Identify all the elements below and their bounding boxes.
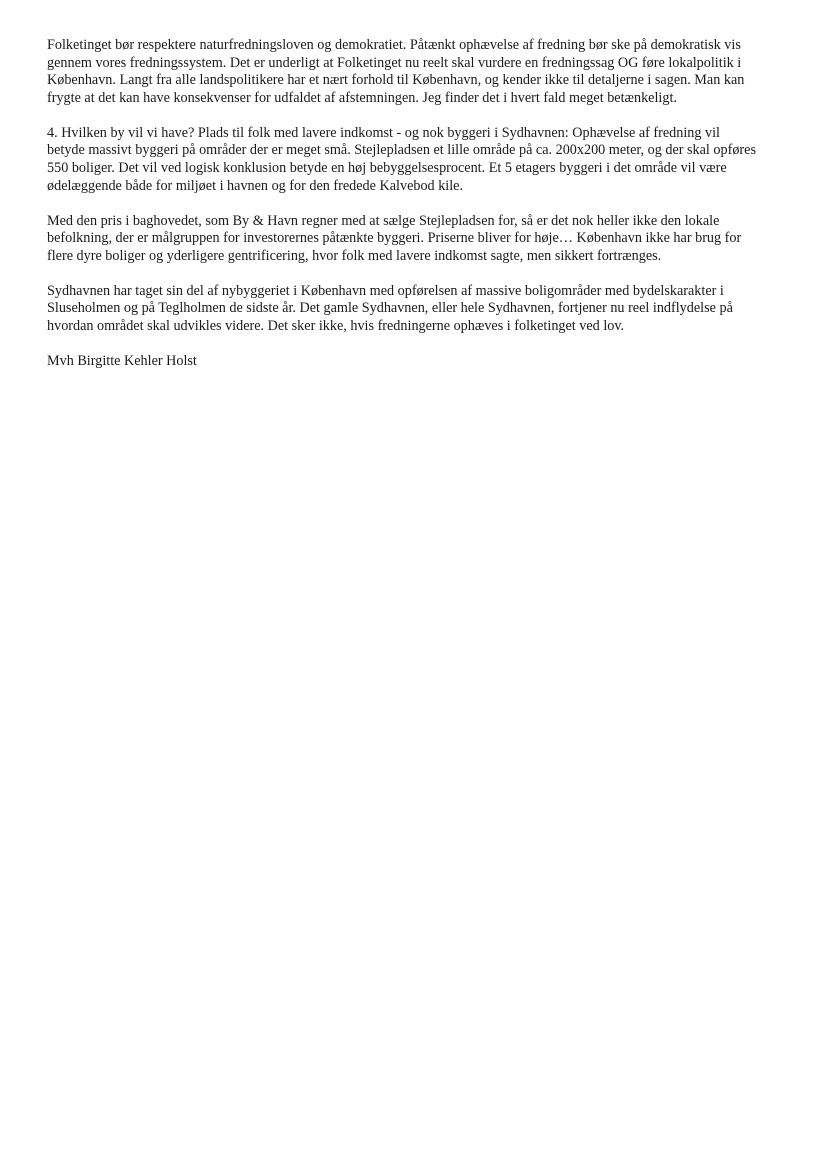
paragraph-line: Sydhavnen har taget sin del af nybyggeriet i København med opførelsen af massive boligområder med bydelskarakter i	[47, 282, 724, 299]
paragraph-line: flere dyre boliger og yderligere gentrificering, hvor folk med lavere indkomst sagte, men sikkert fortrænges.	[47, 247, 662, 264]
paragraph-line: gennem vores fredningssystem. Det er underligt at Folketinget nu reelt skal vurdere en fredningssag OG føre lokalpolitik i	[47, 54, 742, 71]
paragraph-line: Sluseholmen og på Teglholmen de sidste år. Det gamle Sydhavnen, eller hele Sydhavnen, fortjener nu reel indflydelse på	[47, 300, 733, 317]
paragraph-line: Folketinget bør respektere naturfredningsloven og demokratiet. Påtænkt ophævelse af fredning bør ske på demokratisk vis	[47, 37, 741, 53]
paragraph-line: befolkning, der er målgruppen for investorernes påtænkte byggeri. Priserne bliver for høje… København ikke har brug for	[47, 230, 742, 247]
paragraph-line: frygte at det kan have konsekvenser for udfaldet af afstemningen. Jeg finder det i hvert fald meget betænkeligt.	[47, 89, 677, 106]
document-page	[47, 37, 787, 388]
signature	[47, 353, 787, 371]
paragraph-line: ødelæggende både for miljøet i havnen og for den fredede Kalvebod kile.	[47, 177, 464, 194]
paragraph-line: Med den pris i baghovedet, som By & Havn regner med at sælge Stejlepladsen for, så er det nok heller ikke den lokale	[47, 212, 720, 229]
signature-text: Mvh Birgitte Kehler Holst	[47, 352, 197, 369]
paragraph-1	[47, 37, 787, 107]
paragraph-line: betyde massivt byggeri på områder der er meget små. Stejlepladsen et lille område på ca. 200x200 meter, og der skal opføres	[47, 142, 756, 159]
paragraph-4	[47, 283, 787, 336]
paragraph-line: København. Langt fra alle landspolitikere har et nært forhold til København, og kender ikke til detaljerne i sagen. Man kan	[47, 72, 745, 89]
paragraph-line: 4. Hvilken by vil vi have? Plads til folk med lavere indkomst - og nok byggeri i Sydhavnen: Ophævelse af fredning vil	[47, 124, 720, 141]
paragraph-line: hvordan området skal udvikles videre. Det sker ikke, hvis fredningerne ophæves i folketinget ved lov.	[47, 317, 625, 334]
paragraph-2	[47, 125, 787, 195]
paragraph-line: 550 boliger. Det vil ved logisk konklusion betyde en høj bebyggelsesprocent. Et 5 etagers byggeri i det område vil være	[47, 159, 727, 176]
paragraph-3	[47, 213, 787, 266]
